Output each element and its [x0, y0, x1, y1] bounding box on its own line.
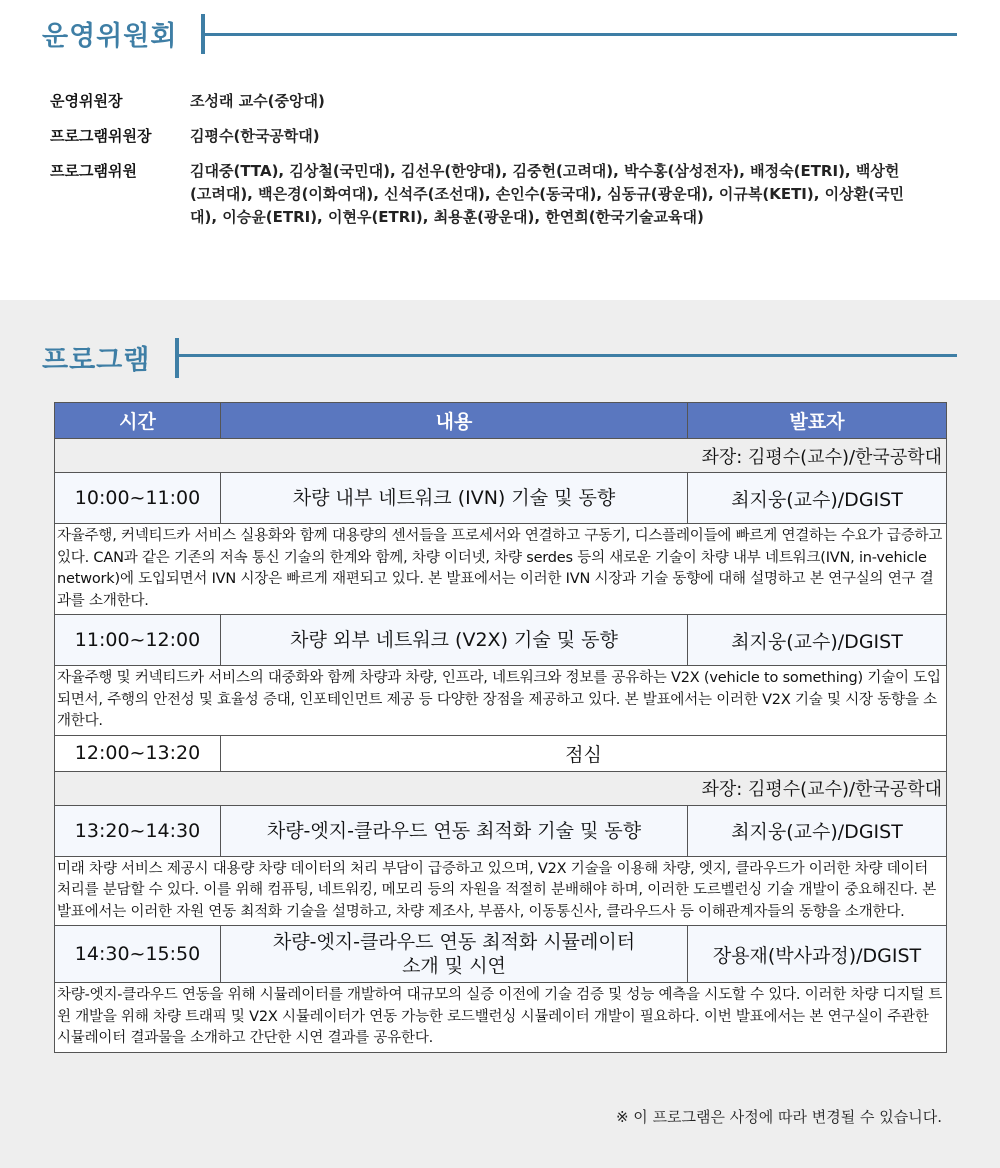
- committee-list: [50, 90, 950, 241]
- committee-label: 프로그램위원장: [50, 127, 152, 145]
- description-row: [55, 856, 947, 926]
- session-title: 차량-엣지-클라우드 연동 최적화 기술 및 동향: [221, 805, 688, 856]
- title-divider: [175, 338, 179, 378]
- session-time: 10:00~11:00: [55, 473, 221, 524]
- committee-row-chair: [50, 90, 950, 113]
- session-description: 차량-엣지-클라우드 연동을 위해 시뮬레이터를 개발하여 대규모의 실증 이전에 기술 검증 및 성능 예측을 시도할 수 있다. 이러한 차량 디지털 트윈 개발을 위해 차량 트래픽 및 V2X 시뮬레이터가 연동 가능한 로드밸런싱 시뮬레이터 개발이 필요하다. 이번 발표에서는 본 연구실이 주관한 시뮬레이터 결과물을 소개하고 간단한 시연 결과를 공유한다.: [55, 983, 947, 1053]
- header-content: 내용: [221, 403, 688, 439]
- lunch-label: 점심: [221, 735, 947, 771]
- description-row: [55, 666, 947, 736]
- session-title-line: 차량-엣지-클라우드 연동 최적화 시뮬레이터: [272, 931, 636, 953]
- committee-title: 운영위원회: [42, 21, 178, 52]
- session-speaker: 최지웅(교수)/DGIST: [688, 473, 947, 524]
- chair-row: [55, 771, 947, 805]
- session-title: [221, 926, 688, 983]
- lunch-row: [55, 735, 947, 771]
- header-speaker: 발표자: [688, 403, 947, 439]
- committee-label: 프로그램위원: [50, 162, 137, 180]
- session-time: 13:20~14:30: [55, 805, 221, 856]
- program-table: [54, 402, 947, 1053]
- header-time: 시간: [55, 403, 221, 439]
- committee-label: 운영위원장: [50, 92, 123, 110]
- committee-value: 김평수(한국공학대): [190, 127, 320, 145]
- table-row: [55, 615, 947, 666]
- session-time: 11:00~12:00: [55, 615, 221, 666]
- committee-row-program-chair: [50, 125, 950, 148]
- committee-value: 김대중(TTA), 김상철(국민대), 김선우(한양대), 김중헌(고려대), 박수홍(삼성전자), 배정숙(ETRI), 백상헌(고려대), 백은경(이화여대), 신석주(조선대), 손인수(동국대), 심동규(광운대), 이규복(KETI), 이상환(국민대), 이승윤(ETRI), 이현우(ETRI), 최용훈(광운대), 한연희(한국기술교육대): [190, 162, 904, 226]
- session-title-line: 소개 및 시연: [402, 955, 506, 977]
- description-row: [55, 983, 947, 1053]
- title-rule: [175, 354, 957, 357]
- chair-row: [55, 439, 947, 473]
- committee-section: [0, 0, 1000, 300]
- session-speaker: 장용재(박사과정)/DGIST: [688, 926, 947, 983]
- table-row: [55, 926, 947, 983]
- session-title: 차량 내부 네트워크 (IVN) 기술 및 동향: [221, 473, 688, 524]
- program-note: ※ 이 프로그램은 사정에 따라 변경될 수 있습니다.: [615, 1108, 942, 1126]
- chair-cell: 좌장: 김평수(교수)/한국공학대: [55, 771, 947, 805]
- table-row: [55, 805, 947, 856]
- lunch-time: 12:00~13:20: [55, 735, 221, 771]
- session-description: 자율주행, 커넥티드카 서비스 실용화와 함께 대용량의 센서들을 프로세서와 연결하고 구동기, 디스플레이들에 빠르게 연결하는 수요가 급증하고 있다. CAN과 같은 기존의 저속 통신 기술의 한계와 함께, 차량 이더넷, 차량 serdes 등의 새로운 기술이 차량 내부 네트워크(IVN, in-vehicle network)에 도입되면서 IVN 시장은 빠르게 재편되고 있다. 본 발표에서는 이러한 IVN 시장과 기술 동향에 대해 설명하고 본 연구실의 연구 결과를 소개한다.: [55, 524, 947, 615]
- chair-cell: 좌장: 김평수(교수)/한국공학대: [55, 439, 947, 473]
- committee-row-program-members: [50, 160, 950, 229]
- session-time: 14:30~15:50: [55, 926, 221, 983]
- session-speaker: 최지웅(교수)/DGIST: [688, 805, 947, 856]
- session-description: 미래 차량 서비스 제공시 대용량 차량 데이터의 처리 부담이 급증하고 있으며, V2X 기술을 이용해 차량, 엣지, 클라우드가 이러한 차량 데이터 처리를 분담할 수 있다. 이를 위해 컴퓨팅, 네트워킹, 메모리 등의 자원을 적절히 분배해야 하며, 이러한 도르벨런싱 기술 개발이 중요해진다. 본 발표에서는 이러한 자원 연동 최적화 기술을 설명하고, 차량 제조사, 부품사, 이동통신사, 클라우드사 등 이해관계자들의 동향을 소개한다.: [55, 856, 947, 926]
- session-description: 자율주행 및 커넥티드카 서비스의 대중화와 함께 차량과 차량, 인프라, 네트워크와 정보를 공유하는 V2X (vehicle to something) 기술이 도입되면서, 주행의 안전성 및 효율성 증대, 인포테인먼트 제공 등 다양한 장점을 제공하고 있다. 본 발표에서는 이러한 V2X 기술 및 시장 동향을 소개한다.: [55, 666, 947, 736]
- committee-value: 조성래 교수(중앙대): [190, 92, 325, 110]
- session-speaker: 최지웅(교수)/DGIST: [688, 615, 947, 666]
- program-title: 프로그램: [42, 345, 151, 376]
- session-title: 차량 외부 네트워크 (V2X) 기술 및 동향: [221, 615, 688, 666]
- table-row: [55, 473, 947, 524]
- description-row: [55, 524, 947, 615]
- table-header-row: [55, 403, 947, 439]
- title-rule: [201, 33, 957, 36]
